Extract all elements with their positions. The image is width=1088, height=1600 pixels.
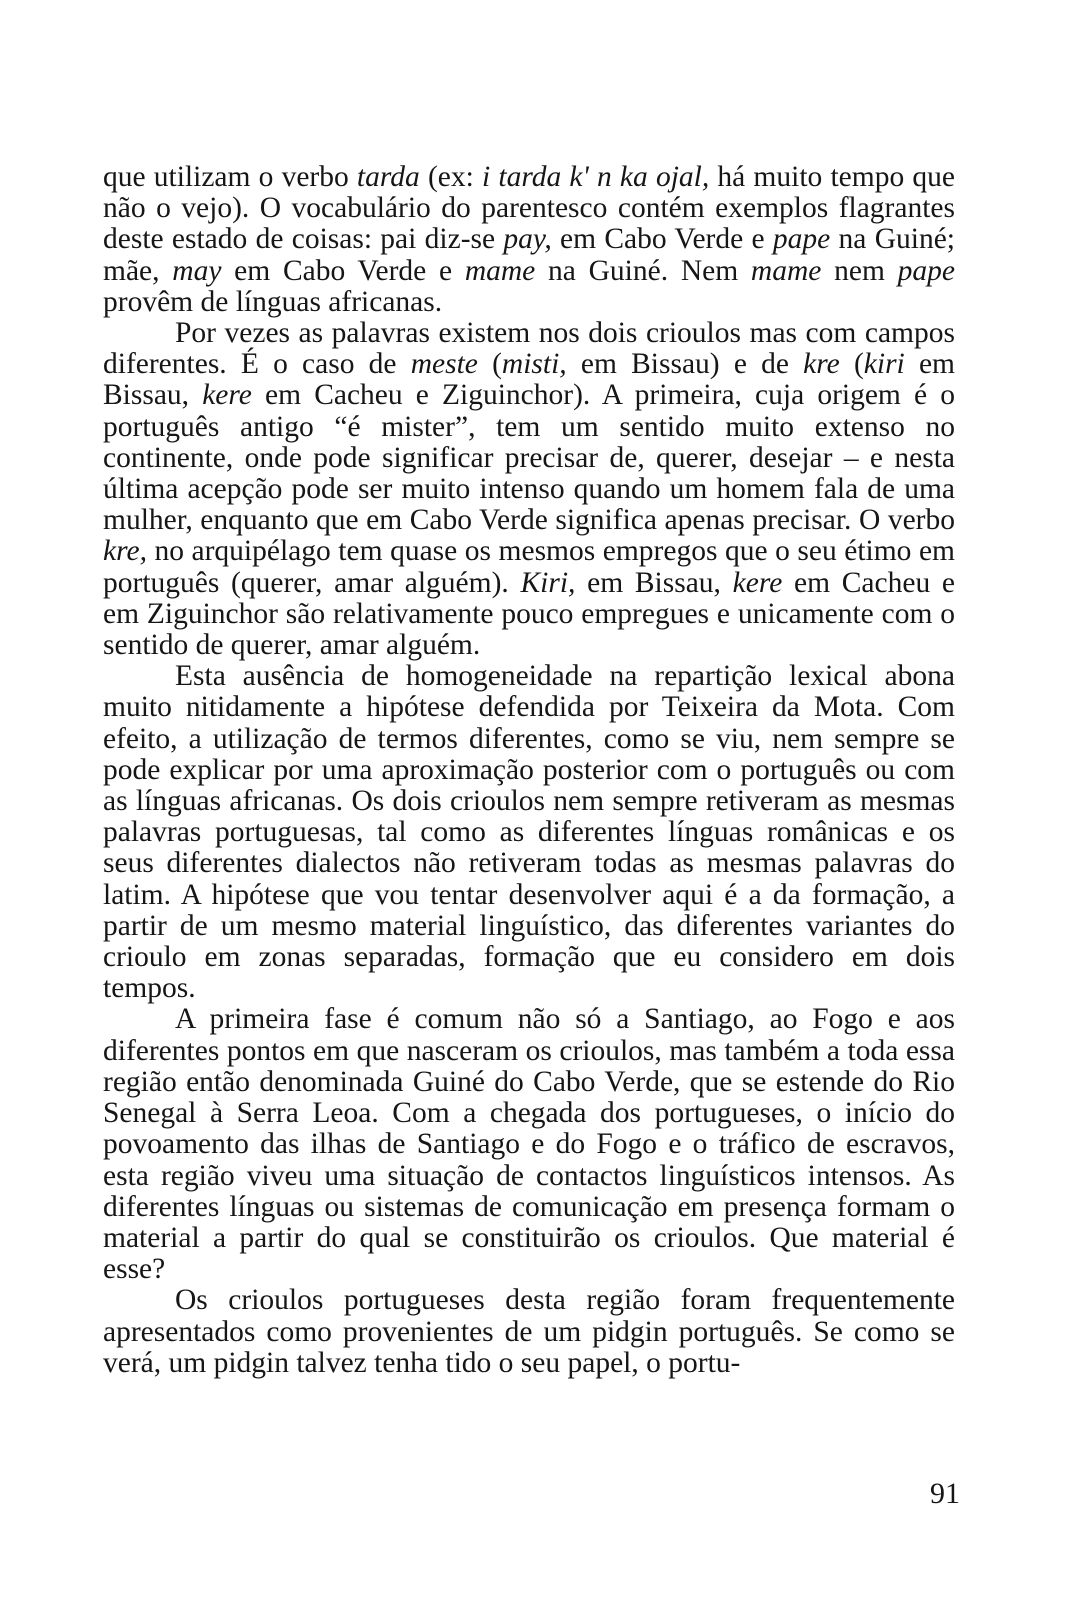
italic-term: kre <box>803 348 840 381</box>
text-run: na Guiné; mãe, <box>103 223 955 287</box>
text-run: Por vezes as palavras existem nos dois crioulos mas com campos diferentes. É o caso de <box>103 317 955 381</box>
italic-term: may <box>172 254 222 287</box>
text-run: em Cacheu e em Ziguinchor são relativamente pouco empregues e unicamente com o sentido de querer, amar alguém. <box>103 566 956 662</box>
text-run: em Bissau, <box>575 566 733 599</box>
paragraph <box>103 318 955 661</box>
text-run: na Guiné. Nem <box>535 254 751 287</box>
italic-term: kre, <box>103 535 147 568</box>
italic-term: kere <box>202 379 252 412</box>
text-run: em Cabo Verde e <box>551 223 773 256</box>
text-run: no arquipélago tem quase os mesmos empregos que o seu étimo em português (querer, amar alguém). <box>103 535 955 599</box>
italic-term: pape <box>772 223 831 256</box>
text-run: ( <box>477 348 502 381</box>
text-run: há muito tempo que não o vejo). O vocabulário do parentesco contém exemplos flagrantes deste estado de coisas: pai diz-se <box>103 161 955 256</box>
text-run: em Cacheu e Ziguinchor). A primeira, cuja origem é o português antigo “é mister”, tem um sentido muito extenso no continente, onde pode significar precisar de, querer, desejar – e nesta última acepção pode ser muito intenso quando um homem fala de uma mulher, enquanto que em Cabo Verde significa apenas precisar. O verbo <box>103 379 956 537</box>
italic-term: pay, <box>503 223 552 256</box>
text-run: nem <box>821 254 898 287</box>
text-run: provêm de línguas africanas. <box>103 285 443 318</box>
italic-term: kiri <box>863 348 905 381</box>
text-run: Esta ausência de homogeneidade na repartição lexical abona muito nitidamente a hipótese defendida por Teixeira da Mota. Com efeito, a utilização de termos diferentes, como se viu, nem sempre se pode explicar por uma aproximação posterior com o português ou com as línguas africanas. Os dois crioulos nem sempre retiveram as mesmas palavras portuguesas, tal como as diferentes línguas românicas e os seus diferentes dialectos não retiveram todas as mesmas palavras do latim. A hipótese que vou tentar desenvolver aqui é a da formação, a partir de um mesmo material linguístico, das diferentes variantes do crioulo em zonas separadas, formação que eu considero em dois tempos. <box>103 660 955 1005</box>
italic-term: i tarda k' n ka ojal, <box>482 161 710 193</box>
paragraph <box>103 162 955 318</box>
paragraph <box>103 1285 955 1379</box>
italic-term: mame <box>750 254 822 287</box>
text-run: que utilizam o verbo <box>103 161 357 193</box>
italic-term: Kiri, <box>520 566 576 599</box>
text-run: em Bissau) e de <box>566 348 804 381</box>
paragraph <box>103 1004 955 1285</box>
text-run: (ex: <box>419 161 482 193</box>
italic-term: pape <box>897 254 956 287</box>
italic-term: mame <box>464 254 536 287</box>
text-run: Os crioulos portugueses desta região foram frequentemente apresentados como provenientes de um pidgin português. Se como se verá, um pidgin talvez tenha tido o seu papel, o portu- <box>103 1284 955 1379</box>
italic-term: tarda <box>356 161 420 193</box>
page-number: 91 <box>930 1477 960 1510</box>
text-run: A primeira fase é comum não só a Santiago, ao Fogo e aos diferentes pontos em que nasceram os crioulos, mas também a toda essa região então denominada Guiné do Cabo Verde, que se estende do Rio Senegal à Serra Leoa. Com a chegada dos portugueses, o início do povoamento das ilhas de Santiago e do Fogo e o tráfico de escravos, esta região viveu uma situação de contactos linguísticos intensos. As diferentes línguas ou sistemas de comunicação em presença formam o material a partir do qual se constituirão os crioulos. Que material é esse? <box>103 1003 955 1286</box>
italic-term: misti, <box>501 348 567 381</box>
text-run: ( <box>839 348 864 381</box>
paragraph <box>103 661 955 1004</box>
page-body <box>103 162 955 1379</box>
italic-term: meste <box>410 348 478 381</box>
italic-term: kere <box>732 566 783 599</box>
text-run: em Cabo Verde e <box>221 254 465 287</box>
text-run: em Bissau, <box>103 348 955 412</box>
